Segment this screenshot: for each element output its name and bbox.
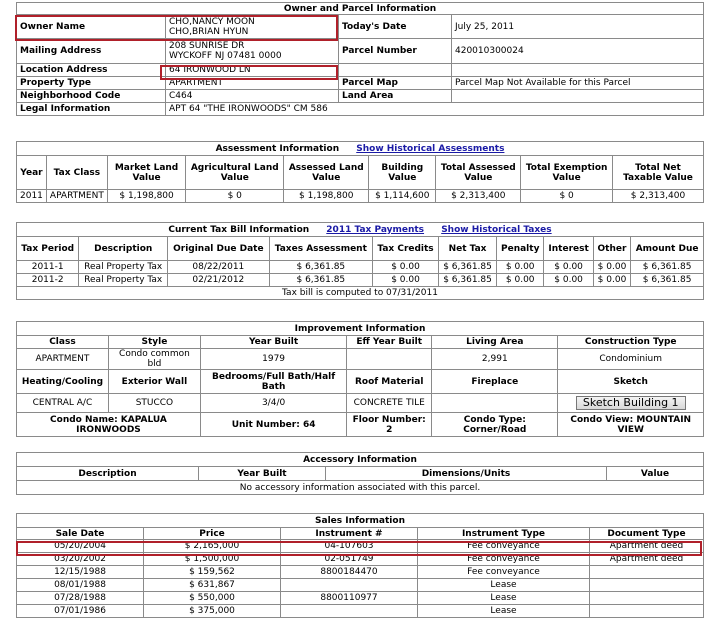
owner-section-title: Owner and Parcel Information — [17, 3, 704, 15]
property-type-value: APARTMENT — [166, 77, 339, 90]
col-tax-period: Tax Period — [17, 237, 79, 261]
col-building-value: Building Value — [369, 156, 436, 190]
parcel-map-label: Parcel Map — [339, 77, 452, 90]
cell: $ 631,867 — [144, 579, 281, 592]
cell: 2011-1 — [17, 261, 79, 274]
table-row — [17, 190, 704, 203]
style-value: Condo common bld — [108, 349, 200, 370]
cell: $ 1,500,000 — [144, 553, 281, 566]
bedrooms-baths-value: 3/4/0 — [200, 394, 346, 413]
cell: $ 2,313,400 — [613, 190, 704, 203]
cell: $ 159,562 — [144, 566, 281, 579]
location-address-label: Location Address — [17, 64, 166, 77]
cell: $ 375,000 — [144, 605, 281, 618]
table-row — [17, 579, 704, 592]
col-living-area: Living Area — [432, 336, 558, 349]
table-row — [17, 605, 704, 618]
parcel-map-value: Parcel Map Not Available for this Parcel — [452, 77, 704, 90]
table-row — [17, 261, 704, 274]
cell: $ 0.00 — [373, 261, 439, 274]
cell — [590, 592, 704, 605]
cell — [281, 605, 418, 618]
cell: 04-107603 — [281, 540, 418, 553]
exterior-wall-value: STUCCO — [108, 394, 200, 413]
location-address-highlight — [160, 65, 338, 80]
cell: $ 0.00 — [497, 274, 544, 287]
neighborhood-code-label: Neighborhood Code — [17, 90, 166, 103]
tax-bill-section-title: Current Tax Bill Information — [168, 224, 310, 235]
cell: Lease — [418, 579, 590, 592]
cell: Apartment deed — [590, 540, 704, 553]
fireplace-value — [432, 394, 558, 413]
roof-material-value: CONCRETE TILE — [347, 394, 432, 413]
improvement-table — [16, 321, 704, 437]
cell: $ 1,198,800 — [284, 190, 369, 203]
cell: 2011 — [17, 190, 47, 203]
sale-row-highlight — [16, 541, 702, 556]
show-historical-assessments-link[interactable]: Show Historical Assessments — [356, 143, 505, 154]
cell: 05/20/2004 — [17, 540, 144, 553]
cell: 2011-2 — [17, 274, 79, 287]
col-construction-type: Construction Type — [558, 336, 704, 349]
cell: $ 0.00 — [497, 261, 544, 274]
col-taxes-assessment: Taxes Assessment — [269, 237, 372, 261]
cell: $ 6,361.85 — [631, 274, 704, 287]
col-heating-cooling: Heating/Cooling — [17, 370, 109, 394]
cell: $ 6,361.85 — [631, 261, 704, 274]
col-year-built: Year Built — [200, 336, 346, 349]
cell: $ 550,000 — [144, 592, 281, 605]
col-accessory-value: Value — [607, 467, 704, 481]
parcel-number-label: Parcel Number — [339, 39, 452, 64]
col-description: Description — [79, 237, 168, 261]
col-exterior-wall: Exterior Wall — [108, 370, 200, 394]
col-total-assessed-value: Total Assessed Value — [436, 156, 521, 190]
sales-section-title: Sales Information — [17, 514, 704, 528]
assessment-section-title: Assessment Information — [215, 143, 340, 154]
col-other: Other — [593, 237, 630, 261]
land-area-label: Land Area — [339, 90, 452, 103]
legal-information-value: APT 64 "THE IRONWOODS" CM 586 — [166, 103, 704, 116]
cell: Lease — [418, 592, 590, 605]
cell: Fee conveyance — [418, 540, 590, 553]
todays-date-label: Today's Date — [339, 15, 452, 39]
class-value: APARTMENT — [17, 349, 109, 370]
cell: $ 0 — [186, 190, 284, 203]
construction-type-value: Condominium — [558, 349, 704, 370]
cell — [281, 579, 418, 592]
col-amount-due: Amount Due — [631, 237, 704, 261]
cell: $ 1,198,800 — [107, 190, 185, 203]
eff-year-built-value — [347, 349, 432, 370]
cell: $ 6,361.85 — [439, 274, 497, 287]
cell: 02-051749 — [281, 553, 418, 566]
cell: 02/21/2012 — [168, 274, 270, 287]
tax-bill-note: Tax bill is computed to 07/31/2011 — [17, 287, 704, 300]
col-original-due-date: Original Due Date — [168, 237, 270, 261]
accessory-section-title: Accessory Information — [17, 453, 704, 467]
cell: Fee conveyance — [418, 566, 590, 579]
cell: $ 0.00 — [593, 261, 630, 274]
cell: 08/22/2011 — [168, 261, 270, 274]
cell: 12/15/1988 — [17, 566, 144, 579]
cell: Real Property Tax — [79, 261, 168, 274]
mailing-address-label: Mailing Address — [17, 39, 166, 64]
cell: 8800184470 — [281, 566, 418, 579]
condo-type: Condo Type: Corner/Road — [432, 413, 558, 437]
col-style: Style — [108, 336, 200, 349]
col-price: Price — [144, 528, 281, 540]
col-tax-class: Tax Class — [46, 156, 107, 190]
col-sale-date: Sale Date — [17, 528, 144, 540]
cell: Apartment deed — [590, 553, 704, 566]
table-row — [17, 274, 704, 287]
cell: $ 2,165,000 — [144, 540, 281, 553]
condo-view: Condo View: MOUNTAIN VIEW — [558, 413, 704, 437]
floor-number: Floor Number: 2 — [347, 413, 432, 437]
cell: Fee conveyance — [418, 553, 590, 566]
cell: 08/01/1988 — [17, 579, 144, 592]
owner-name-value: CHO,NANCY MOON CHO,BRIAN HYUN — [166, 15, 339, 39]
cell: Lease — [418, 605, 590, 618]
col-eff-year-built: Eff Year Built — [347, 336, 432, 349]
cell: 03/20/2002 — [17, 553, 144, 566]
accessory-table — [16, 452, 704, 495]
cell: $ 0 — [521, 190, 613, 203]
col-assessed-land-value: Assessed Land Value — [284, 156, 369, 190]
accessory-note: No accessory information associated with this parcel. — [17, 481, 704, 495]
sketch-building-button[interactable]: Sketch Building 1 — [576, 396, 686, 410]
cell: $ 6,361.85 — [269, 274, 372, 287]
cell: $ 1,114,600 — [369, 190, 436, 203]
cell: $ 0.00 — [544, 274, 593, 287]
table-row — [17, 566, 704, 579]
unit-number: Unit Number: 64 — [200, 413, 346, 437]
assessment-table — [16, 141, 704, 203]
col-total-net-taxable-value: Total Net Taxable Value — [613, 156, 704, 190]
col-bedrooms-baths: Bedrooms/Full Bath/Half Bath — [200, 370, 346, 394]
col-interest: Interest — [544, 237, 593, 261]
col-roof-material: Roof Material — [347, 370, 432, 394]
legal-information-label: Legal Information — [17, 103, 166, 116]
cell: $ 0.00 — [544, 261, 593, 274]
col-instrument-type: Instrument Type — [418, 528, 590, 540]
tax-bill-table — [16, 222, 704, 300]
col-year: Year — [17, 156, 47, 190]
cell: $ 0.00 — [373, 274, 439, 287]
cell: 07/28/1988 — [17, 592, 144, 605]
parcel-number-value: 420010300024 — [452, 39, 704, 64]
col-dimensions-units: Dimensions/Units — [326, 467, 607, 481]
tax-payments-link[interactable]: 2011 Tax Payments — [326, 224, 425, 235]
col-total-exemption-value: Total Exemption Value — [521, 156, 613, 190]
col-class: Class — [17, 336, 109, 349]
cell: $ 0.00 — [593, 274, 630, 287]
land-area-value — [452, 90, 704, 103]
cell: $ 2,313,400 — [436, 190, 521, 203]
col-penalty: Penalty — [497, 237, 544, 261]
col-sketch: Sketch — [558, 370, 704, 394]
col-fireplace: Fireplace — [432, 370, 558, 394]
col-agricultural-land-value: Agricultural Land Value — [186, 156, 284, 190]
cell: 07/01/1986 — [17, 605, 144, 618]
condo-name: Condo Name: KAPALUA IRONWOODS — [17, 413, 201, 437]
location-address-value: 64 IRONWOOD LN — [166, 64, 339, 77]
cell: 8800110977 — [281, 592, 418, 605]
owner-name-label: Owner Name — [17, 15, 166, 39]
property-type-label: Property Type — [17, 77, 166, 90]
cell — [590, 579, 704, 592]
cell: APARTMENT — [46, 190, 107, 203]
neighborhood-code-value: C464 — [166, 90, 339, 103]
heating-cooling-value: CENTRAL A/C — [17, 394, 109, 413]
col-accessory-description: Description — [17, 467, 199, 481]
todays-date-value: July 25, 2011 — [452, 15, 704, 39]
sales-table — [16, 513, 704, 618]
year-built-value: 1979 — [200, 349, 346, 370]
mailing-address-value: 208 SUNRISE DR WYCKOFF NJ 07481 0000 — [166, 39, 339, 64]
living-area-value: 2,991 — [432, 349, 558, 370]
col-market-land-value: Market Land Value — [107, 156, 185, 190]
table-row — [17, 592, 704, 605]
col-accessory-year-built: Year Built — [199, 467, 326, 481]
cell: Real Property Tax — [79, 274, 168, 287]
owner-name-highlight — [15, 15, 338, 41]
col-net-tax: Net Tax — [439, 237, 497, 261]
col-instrument-number: Instrument # — [281, 528, 418, 540]
cell — [590, 566, 704, 579]
cell: $ 6,361.85 — [439, 261, 497, 274]
show-historical-taxes-link[interactable]: Show Historical Taxes — [441, 224, 552, 235]
col-document-type: Document Type — [590, 528, 704, 540]
improvement-section-title: Improvement Information — [17, 322, 704, 336]
col-tax-credits: Tax Credits — [373, 237, 439, 261]
cell — [590, 605, 704, 618]
cell: $ 6,361.85 — [269, 261, 372, 274]
